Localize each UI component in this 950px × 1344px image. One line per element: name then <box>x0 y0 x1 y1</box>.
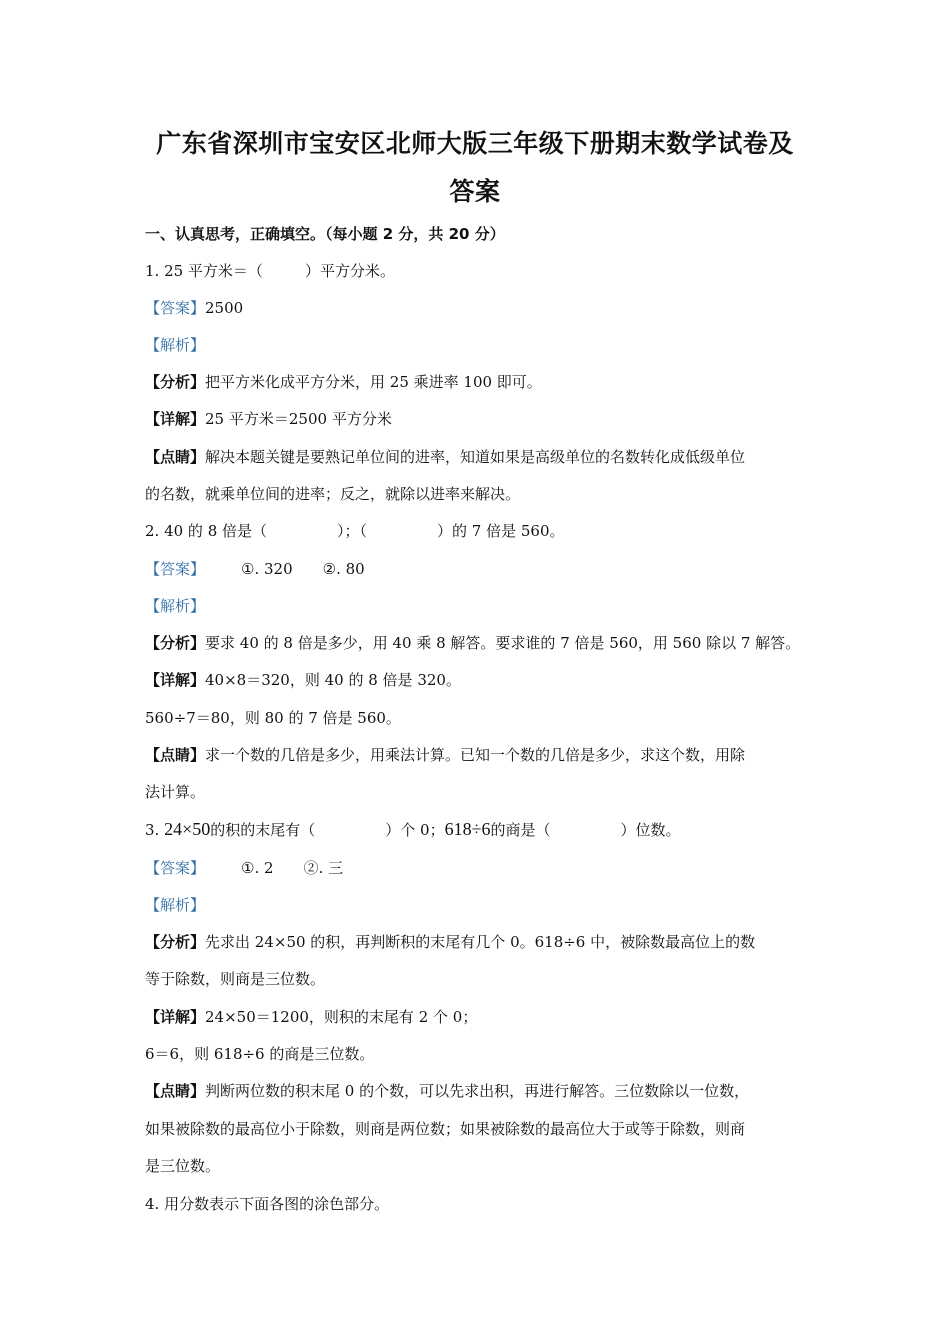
answer-tag: 【答案】 <box>145 299 206 317</box>
analysis-heading-tag: 【解析】 <box>145 597 206 615</box>
analysis-tag: 【分析】 <box>145 373 206 391</box>
comment-text: 解决本题关键是要熟记单位间的进率，知道如果是高级单位的名数转化成低级单位 <box>205 448 746 466</box>
question-3 <box>145 819 681 840</box>
detail-row <box>145 670 461 690</box>
detail-text: 40×8＝320，则 40 的 8 倍是 320。 <box>205 671 461 689</box>
answer-value-2: ②. 80 <box>322 560 365 578</box>
analysis-heading <box>145 335 205 355</box>
question-2-stem-start: 2. 40 的 8 倍是（ <box>145 522 268 540</box>
detail-tag: 【详解】 <box>145 671 206 689</box>
answer-row <box>145 559 365 579</box>
analysis-heading-tag: 【解析】 <box>145 896 206 914</box>
detail-row <box>145 1007 477 1027</box>
answer-tag: 【答案】 <box>145 859 206 877</box>
answer-value-2: ②. 三 <box>303 859 344 877</box>
question-4: 4. 用分数表示下面各图的涂色部分。 <box>145 1195 390 1213</box>
comment-continued: 是三位数。 <box>145 1157 221 1175</box>
answer-value-1: ①. 2 <box>241 859 274 877</box>
detail-text: 25 平方米＝2500 平方分米 <box>205 410 392 428</box>
comment-text: 求一个数的几倍是多少，用乘法计算。已知一个数的几倍是多少，求这个数，用除 <box>205 746 746 764</box>
analysis-text: 要求 40 的 8 倍是多少，用 40 乘 8 解答。要求谁的 7 倍是 560，用 560 除以 7 解答。 <box>205 634 801 652</box>
math-expression: 24×50 <box>164 819 211 839</box>
document-title: 广东省深圳市宝安区北师大版三年级下册期末数学试卷及 <box>156 129 794 158</box>
analysis-row <box>145 372 542 392</box>
analysis-row <box>145 633 800 653</box>
question-2-stem-end: ）的 7 倍是 560。 <box>437 522 565 540</box>
question-3-stem-b: ）个 0； <box>385 821 445 839</box>
comment-tag: 【点睛】 <box>145 746 206 764</box>
answer-row <box>145 858 343 878</box>
answer-value: 2500 <box>205 299 244 317</box>
analysis-heading <box>145 895 205 915</box>
math-expression: 618÷6 <box>444 819 491 839</box>
analysis-row <box>145 932 755 952</box>
comment-row <box>145 1081 749 1101</box>
question-1-stem-end: ）平方分米。 <box>304 262 395 280</box>
section-heading: 一、认真思考，正确填空。（每小题 2 分，共 20 分） <box>145 225 505 243</box>
comment-text: 判断两位数的积末尾 0 的个数，可以先求出积，再进行解答。三位数除以一位数， <box>205 1082 750 1100</box>
question-1 <box>145 261 395 281</box>
answer-value-1: ①. 320 <box>241 560 293 578</box>
answer-row <box>145 298 243 318</box>
comment-continued: 如果被除数的最高位小于除数，则商是两位数；如果被除数的最高位大于或等于除数，则商 <box>145 1120 746 1138</box>
detail-text: 24×50＝1200，则积的末尾有 2 个 0； <box>205 1008 478 1026</box>
comment-row <box>145 447 745 467</box>
detail-row <box>145 409 392 429</box>
comment-continued: 的名数，就乘单位间的进率；反之，就除以进率来解决。 <box>145 485 521 503</box>
answer-tag: 【答案】 <box>145 560 206 578</box>
comment-row <box>145 745 745 765</box>
document-title-continued: 答案 <box>449 177 501 206</box>
comment-continued: 法计算。 <box>145 783 206 801</box>
detail-tag: 【详解】 <box>145 410 206 428</box>
question-2 <box>145 521 565 541</box>
question-2-stem-mid: ）；（ <box>337 522 368 540</box>
comment-tag: 【点睛】 <box>145 1082 206 1100</box>
detail-continued: 6＝6，则 618÷6 的商是三位数。 <box>145 1045 375 1063</box>
analysis-heading-tag: 【解析】 <box>145 336 206 354</box>
comment-tag: 【点睛】 <box>145 448 206 466</box>
analysis-tag: 【分析】 <box>145 634 206 652</box>
analysis-continued: 等于除数，则商是三位数。 <box>145 970 326 988</box>
detail-continued: 560÷7＝80，则 80 的 7 倍是 560。 <box>145 709 401 727</box>
question-3-number: 3. <box>145 821 160 839</box>
analysis-text: 把平方米化成平方分米，用 25 乘进率 100 即可。 <box>205 373 542 391</box>
question-3-stem-a: 的积的末尾有（ <box>210 821 316 839</box>
analysis-tag: 【分析】 <box>145 933 206 951</box>
analysis-text: 先求出 24×50 的积，再判断积的末尾有几个 0。618÷6 中，被除数最高位上的数 <box>205 933 756 951</box>
question-3-stem-d: ）位数。 <box>620 821 681 839</box>
analysis-heading <box>145 596 205 616</box>
question-3-stem-c: 的商是（ <box>490 821 551 839</box>
question-1-stem-start: 1. 25 平方米＝（ <box>145 262 263 280</box>
detail-tag: 【详解】 <box>145 1008 206 1026</box>
